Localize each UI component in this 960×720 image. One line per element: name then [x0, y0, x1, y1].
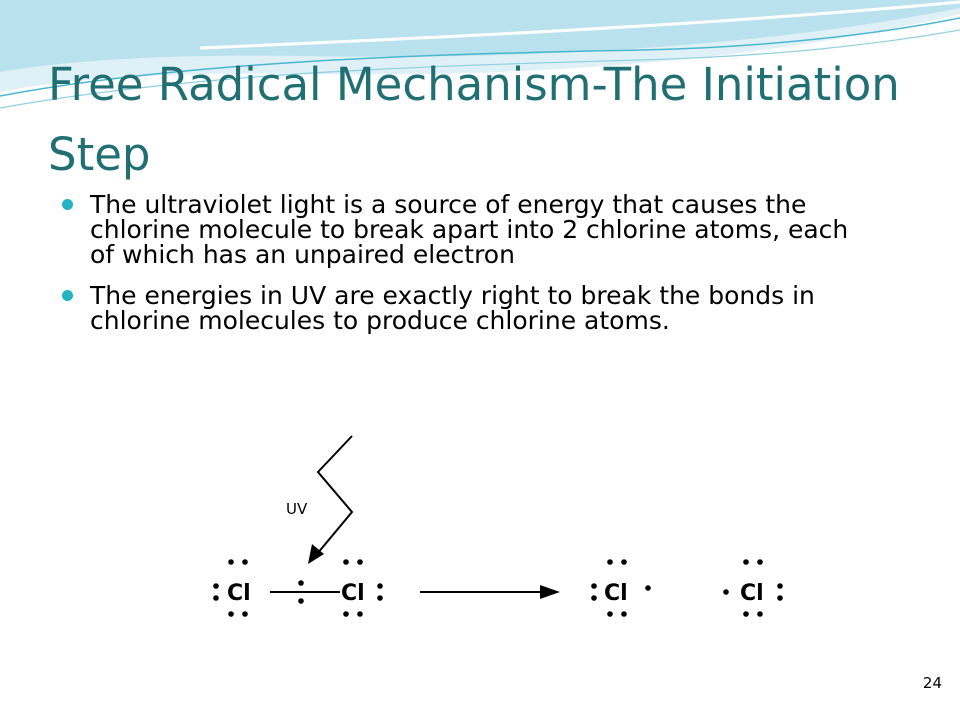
reaction-arrowhead-icon	[540, 585, 560, 599]
bullet-item	[62, 192, 862, 267]
chlorine-atom-label: Cl	[341, 581, 365, 606]
page-number: 24	[922, 674, 942, 692]
uv-light-arrow	[312, 436, 352, 560]
chlorine-atom-label: Cl	[740, 581, 764, 606]
chlorine-atom-label: Cl	[604, 581, 628, 606]
bullet-list	[62, 192, 862, 349]
chlorine-atom-label: Cl	[227, 581, 251, 606]
uv-label: UV	[286, 500, 308, 518]
bullet-text: The ultraviolet light is a source of energy that causes the chlorine molecule to break apart into 2 chlorine atoms, each of which has an unpaired electron	[90, 190, 849, 269]
slide-title: Free Radical Mechanism-The Initiation Step	[48, 58, 900, 181]
bullet-text: The energies in UV are exactly right to break the bonds in chlorine molecules to produce chlorine atoms.	[90, 281, 815, 335]
chlorine-homolysis-diagram	[200, 428, 800, 628]
bullet-item	[62, 283, 862, 333]
bullet-dot-icon	[62, 290, 73, 301]
bullet-dot-icon	[62, 199, 73, 210]
